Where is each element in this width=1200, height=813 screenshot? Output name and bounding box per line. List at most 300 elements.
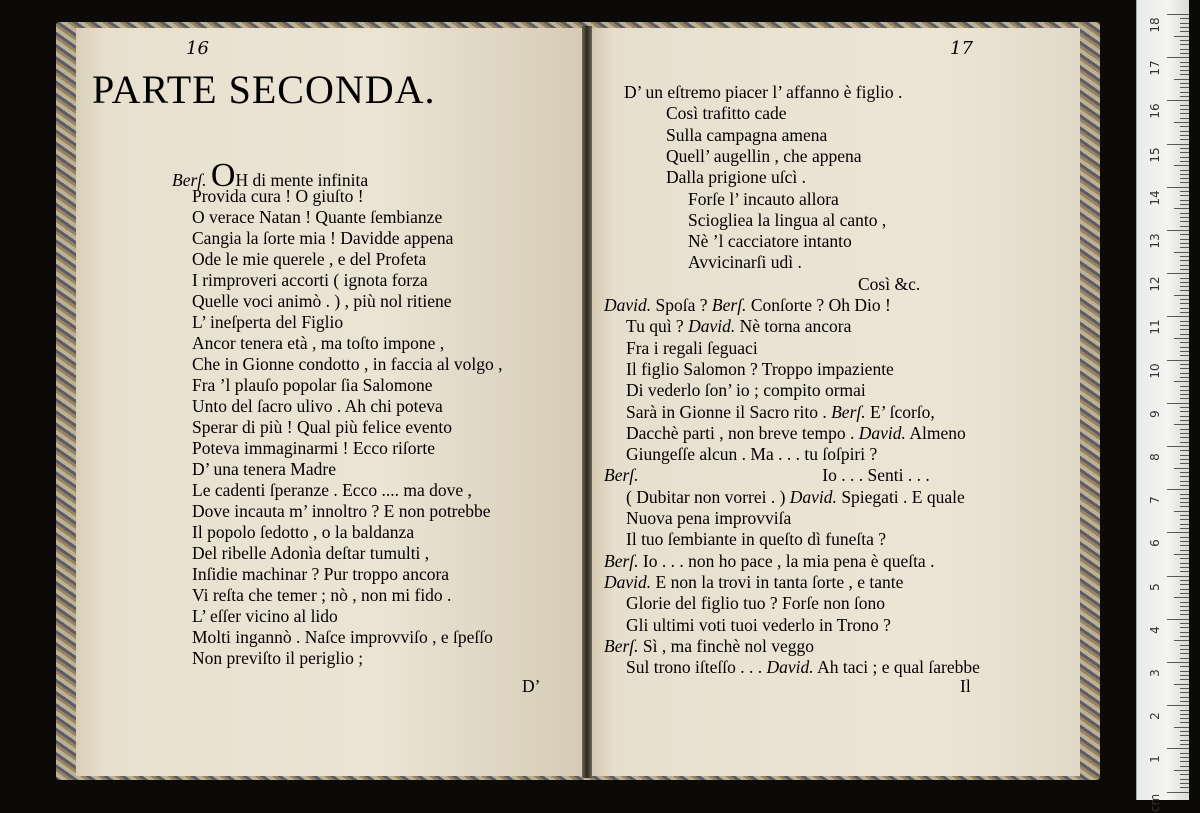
ruler-tick [1174,208,1189,209]
left-catchword: D’ [522,676,541,696]
ruler-tick [1167,576,1189,577]
ruler-tick [1180,243,1189,244]
ruler-tick [1180,269,1189,270]
ruler-tick [1180,44,1189,45]
ruler-tick [1180,178,1189,179]
ruler-tick [1167,187,1189,188]
ruler-label: 14 [1148,190,1162,206]
speaker-label: David. [604,571,652,592]
ruler-tick [1180,135,1189,136]
ruler-tick [1167,792,1189,793]
ruler-label: 4 [1148,625,1162,634]
ruler-tick [1180,761,1189,762]
speaker-label: David. [604,295,652,315]
ruler-tick [1180,226,1189,227]
ruler-label: 18 [1148,17,1162,33]
line-text: L’ eſſer vicino al lido [192,606,338,626]
ruler-tick [1180,537,1189,538]
line-text: Fra i regali ſeguaci [626,337,758,358]
ruler-tick [1180,602,1189,603]
ruler-tick [1180,27,1189,28]
page-title: PARTE SECONDA. [92,67,436,112]
line-text: Io . . . non ho pace , la mia pena è queſta . [642,550,935,571]
line-text: Il figlio Salomon ? Troppo impaziente [626,358,894,379]
ruler-tick [1180,627,1189,628]
ruler-tick [1180,714,1189,715]
line-text: Che in Gionne condotto , in faccia al volgo , [192,354,503,374]
speaker-label: Berſ. [604,550,639,571]
ruler-tick [1180,519,1189,520]
text-line [192,270,428,291]
ruler-label: 3 [1148,669,1162,677]
ruler-tick [1180,49,1189,50]
text-line [626,615,891,636]
ruler-tick [1180,398,1189,399]
ruler-tick [1180,757,1189,758]
ruler-tick [1180,217,1189,218]
line-text: Dalla prigione uſcì . [666,167,806,188]
ruler-tick [1180,632,1189,633]
ruler-tick [1180,636,1189,637]
line-text: Sulla campagna amena [666,124,828,145]
ruler-tick [1180,213,1189,214]
text-line [626,593,885,614]
text-line [604,465,930,486]
ruler-tick [1167,144,1189,145]
text-line [626,444,877,465]
ruler-tick [1180,753,1189,754]
ruler-tick [1180,584,1189,585]
ruler-tick [1180,386,1189,387]
ruler-tick [1174,770,1189,771]
ruler-tick [1180,653,1189,654]
line-text: Glorie del figlio tuo ? Forſe non ſono [626,593,886,614]
ruler-tick [1167,14,1189,15]
ruler-tick [1167,619,1189,620]
text-line [192,417,452,438]
ruler-tick [1174,468,1189,469]
line-text: Il popolo ſedotto , o la baldanza [192,522,415,542]
ruler-tick [1180,364,1189,365]
ruler-tick [1167,403,1189,404]
ruler-tick [1180,563,1189,564]
ruler-label: 12 [1148,276,1162,292]
ruler-tick [1180,545,1189,546]
text-line [192,564,449,585]
line-text: Così &c. [858,273,921,294]
line-text: Le cadenti ſperanze . Ecco .... ma dove , [192,480,472,500]
speaker-label: David. [688,316,736,337]
line-text: O verace Natan ! Quante ſembianze [192,207,443,227]
ruler-tick [1180,247,1189,248]
ruler-tick [1180,191,1189,192]
line-text: Vi reſta che temer ; nò , non mi fido . [192,585,452,605]
line-text: D’ un eſtremo piacer l’ affanno è figlio . [624,82,903,102]
ruler-tick [1174,684,1189,685]
speaker-label: Berſ. [172,170,207,190]
ruler-tick [1180,23,1189,24]
ruler-label: cm [1148,793,1162,812]
speaker-label: Berſ. [831,401,866,422]
text-line [626,657,980,678]
ruler-label: 17 [1148,60,1162,76]
line-text: H di mente infinita [235,170,369,190]
ruler-tick [1180,649,1189,650]
line-text: Nè torna ancora [739,316,852,337]
text-line [666,125,827,146]
text-line [626,402,935,423]
ruler-label: 2 [1148,712,1162,721]
ruler-tick [1180,528,1189,529]
ruler-tick [1180,718,1189,719]
ruler-tick [1180,589,1189,590]
ruler-label: 7 [1148,496,1162,505]
ruler-tick [1180,308,1189,309]
ruler-tick [1180,282,1189,283]
line-text: Giungeſſe alcun . Ma . . . tu ſoſpiri ? [626,444,878,465]
ruler-tick [1180,347,1189,348]
ruler-tick [1180,567,1189,568]
ruler-tick [1180,83,1189,84]
text-line [666,103,787,124]
ruler-tick [1180,260,1189,261]
ruler-tick [1180,744,1189,745]
text-line [192,333,444,354]
text-line [626,487,965,508]
ruler-tick [1180,472,1189,473]
drop-cap: O [210,157,236,194]
text-line [604,572,903,593]
line-text: Spiegati . E quale [841,486,965,507]
ruler-tick [1174,295,1189,296]
ruler-tick [1180,450,1189,451]
ruler-tick [1180,62,1189,63]
ruler-tick [1180,671,1189,672]
text-line [192,543,429,564]
ruler-tick [1180,498,1189,499]
ruler-tick [1180,697,1189,698]
ruler-tick [1180,692,1189,693]
text-line [666,146,862,167]
ruler-tick [1180,666,1189,667]
ruler-tick [1180,74,1189,75]
ruler-tick [1180,593,1189,594]
ruler-tick [1180,722,1189,723]
ruler-tick [1167,662,1189,663]
line-text: Dove incauta m’ innoltro ? E non potrebbe [192,501,491,521]
book-gutter [582,26,592,778]
text-line [626,508,791,529]
text-line [626,380,866,401]
ruler-tick [1180,550,1189,551]
right-catchword: Il [960,676,971,696]
ruler-tick [1180,66,1189,67]
ruler-tick [1180,161,1189,162]
left-page-number: 16 [186,38,209,59]
text-line [626,529,886,550]
ruler-tick [1180,118,1189,119]
line-text: Avvicinarſi udì . [688,252,802,273]
ruler-tick [1180,157,1189,158]
ruler-tick [1180,455,1189,456]
line-text: Quell’ augellin , che appena [666,145,862,166]
ruler-tick [1167,705,1189,706]
text-line [192,228,453,249]
ruler-label: 6 [1148,539,1162,548]
ruler-tick [1180,265,1189,266]
ruler-tick [1167,57,1189,58]
ruler-tick [1180,109,1189,110]
ruler-label: 15 [1148,146,1162,163]
ruler-tick [1167,100,1189,101]
text-line [604,295,891,316]
ruler-tick [1174,511,1189,512]
right-page-number: 17 [950,38,973,59]
ruler-tick [1180,442,1189,443]
text-line [192,459,336,480]
ruler-tick [1180,70,1189,71]
text-line [192,396,443,417]
ruler-label: 11 [1148,319,1162,336]
ruler-tick [1180,459,1189,460]
text-line [192,480,472,501]
line-text: Inſidie machinar ? Pur troppo ancora [192,564,450,584]
ruler-tick [1180,31,1189,32]
text-line [626,316,851,337]
text-line [626,338,758,359]
ruler-tick [1174,338,1189,339]
text-line [192,585,451,606]
ruler-tick [1180,174,1189,175]
ruler-tick [1180,303,1189,304]
ruler-tick [1180,139,1189,140]
line-text: Gli ultimi voti tuoi vederlo in Trono ? [626,614,891,635]
ruler-tick [1180,152,1189,153]
measuring-ruler [1136,0,1189,812]
ruler-tick [1180,195,1189,196]
line-text: Non previſto il periglio ; [192,648,364,668]
ruler-label: 5 [1148,582,1162,591]
ruler-tick [1180,658,1189,659]
ruler-tick [1174,165,1189,166]
ruler-tick [1180,710,1189,711]
ruler-tick [1180,373,1189,374]
line-text: L’ ineſperta del Figlio [192,312,344,332]
ruler-tick [1180,239,1189,240]
ruler-tick [1180,783,1189,784]
line-text: Così trafitto cade [666,103,787,124]
text-line [192,501,491,522]
ruler-tick [1180,390,1189,391]
text-line [626,423,966,444]
ruler-tick [1180,779,1189,780]
ruler-tick [1180,278,1189,279]
ruler-tick [1180,580,1189,581]
speaker-label: David. [766,657,814,678]
line-text: E’ ſcorſo, [870,401,935,422]
ruler-tick [1174,640,1189,641]
ruler-tick [1180,675,1189,676]
ruler-tick [1180,506,1189,507]
ruler-tick [1180,463,1189,464]
ruler-tick [1180,735,1189,736]
ruler-tick [1180,329,1189,330]
ruler-tick [1180,221,1189,222]
line-text: Almeno [909,422,966,443]
line-text: I rimproveri accorti ( ignota forza [192,270,428,290]
ruler-tick [1180,558,1189,559]
ruler-label: 1 [1148,755,1162,764]
line-text: Nè ’l cacciatore intanto [688,231,852,252]
line-text: Io . . . Senti . . . [822,465,930,486]
text-line [192,207,442,228]
ruler-tick [1180,299,1189,300]
line-text: Quelle voci animò . ) , più nol ritiene [192,291,452,311]
ruler-tick [1180,541,1189,542]
line-text: Sarà in Gionne il Sacro rito . [626,401,832,422]
line-text: Unto del ſacro ulivo . Ah chi poteva [192,396,443,416]
ruler-tick [1180,420,1189,421]
ruler-tick [1180,485,1189,486]
ruler-tick [1180,334,1189,335]
ruler-tick [1180,571,1189,572]
ruler-tick [1180,105,1189,106]
ruler-tick [1180,766,1189,767]
ruler-tick [1180,96,1189,97]
text-line [192,522,414,543]
line-text: Sperar di più ! Qual più felice evento [192,417,452,437]
ruler-tick [1180,234,1189,235]
line-text: Spoſa ? [655,295,712,315]
ruler-tick [1167,273,1189,274]
ruler-tick [1180,342,1189,343]
line-text: Dacchè parti , non breve tempo . [626,422,859,443]
ruler-tick [1180,312,1189,313]
line-text: Molti ingannò . Naſce improvviſo , e ſpeſſo [192,627,493,647]
speaker-label: Berſ. [604,465,639,486]
line-text: Ancor tenera età , ma toſto impone , [192,333,445,353]
ruler-tick [1180,204,1189,205]
ruler-tick [1180,182,1189,183]
ruler-label: 8 [1148,453,1162,461]
ruler-tick [1180,200,1189,201]
ruler-tick [1180,170,1189,171]
ruler-tick [1174,79,1189,80]
line-text: ( Dubitar non vorrei . ) [626,486,790,507]
line-text: Il tuo ſembiante in queſto dì funeſta ? [626,529,886,550]
ruler-tick [1180,321,1189,322]
ruler-tick [1174,554,1189,555]
text-line [192,354,503,375]
text-line [192,312,343,333]
line-text: Sì , ma finchè nol veggo [642,635,814,656]
ruler-tick [1180,256,1189,257]
speaker-label: Berſ. [711,295,747,315]
text-line [604,636,814,657]
text-line [604,551,934,572]
ruler-tick [1180,368,1189,369]
ruler-tick [1180,688,1189,689]
ruler-tick [1180,148,1189,149]
ruler-tick [1174,36,1189,37]
ruler-tick [1180,286,1189,287]
ruler-tick [1180,731,1189,732]
text-line [624,82,902,103]
line-text: Conſorte ? Oh Dio ! [750,295,891,315]
ruler-tick [1180,351,1189,352]
ruler-tick [1180,18,1189,19]
ruler-tick [1180,40,1189,41]
ruler-tick [1180,113,1189,114]
line-text: Forſe l’ incauto allora [688,188,839,209]
ruler-tick [1180,481,1189,482]
line-text: Fra ’l plauſo popolar ſia Salomone [192,375,433,395]
ruler-label: 9 [1148,409,1162,418]
ruler-tick [1180,524,1189,525]
text-line [192,186,364,207]
text-line [192,291,452,312]
ruler-tick [1180,126,1189,127]
text-line [192,249,426,270]
ruler-tick [1180,740,1189,741]
ruler-label: 13 [1148,233,1162,249]
line-text: Poteva immaginarmi ! Ecco riſorte [192,438,435,458]
line-text: Ah taci ; e qual ſarebbe [817,657,980,678]
ruler-tick [1180,407,1189,408]
ruler-tick [1180,53,1189,54]
text-line [192,627,493,648]
speaker-label: David. [858,422,906,443]
ruler-tick [1174,252,1189,253]
ruler-tick [1180,290,1189,291]
ruler-tick [1180,645,1189,646]
text-line [666,167,806,188]
ruler-tick [1180,606,1189,607]
ruler-tick [1167,360,1189,361]
ruler-tick [1180,429,1189,430]
ruler-tick [1180,394,1189,395]
line-text: Provida cura ! O giuſto ! [192,186,364,206]
line-text: Di vederlo ſon’ io ; compito ormai [626,380,866,401]
text-line [858,274,920,295]
text-line [192,606,338,627]
ruler-tick [1180,502,1189,503]
ruler-tick [1180,433,1189,434]
line-text: Cangia la ſorte mia ! Davidde appena [192,228,454,248]
ruler-tick [1180,325,1189,326]
text-line [688,210,886,231]
ruler-tick [1180,92,1189,93]
ruler-label: 16 [1148,103,1162,120]
text-line [192,375,433,396]
ruler-tick [1180,494,1189,495]
ruler-tick [1174,597,1189,598]
ruler-tick [1167,230,1189,231]
ruler-tick [1180,774,1189,775]
speaker-label: Berſ. [604,635,639,656]
ruler-tick [1180,623,1189,624]
speaker-label: David. [789,486,837,507]
line-text: Sciogliea la lingua al canto , [688,209,887,230]
text-line [626,359,894,380]
text-line [688,231,852,252]
line-text: D’ una tenera Madre [192,459,336,479]
ruler-tick [1180,701,1189,702]
ruler-tick [1180,515,1189,516]
text-line [192,648,363,669]
ruler-tick [1180,679,1189,680]
line-text: Nuova pena improvviſa [626,508,792,528]
